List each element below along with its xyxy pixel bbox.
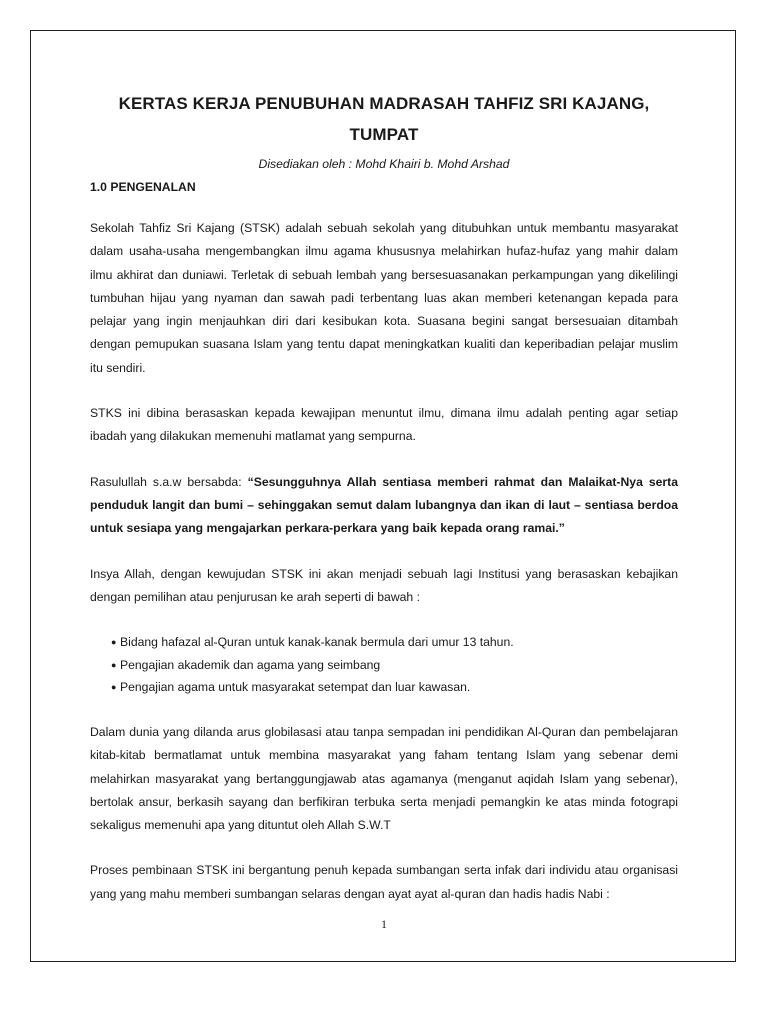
document-title-line-1: KERTAS KERJA PENUBUHAN MADRASAH TAHFIZ SRI KAJANG, bbox=[118, 94, 650, 113]
document-title bbox=[90, 88, 678, 150]
list-item bbox=[90, 676, 678, 699]
paragraph-4: Insya Allah, dengan kewujudan STSK ini akan menjadi sebuah lagi Institusi yang berasaskan kebajikan dengan pemilihan atau penjurusan ke arah seperti di bawah : bbox=[90, 566, 678, 604]
list-item-text: Pengajian agama untuk masyarakat setempat dan luar kawasan. bbox=[120, 680, 471, 695]
bullet-list bbox=[90, 631, 678, 699]
paragraph-5: Dalam dunia yang dilanda arus globilasasi atau tanpa sempadan ini pendidikan Al-Quran dan pembelajaran kitab-kitab bermatlamat untuk membina masyarakat yang faham tentang Islam yang sebenar demi melahirkan masyarakat yang bertanggungjawab atas agamanya (menganut aqidah Islam yang sebenar), bertolak ansur, berkasih sayang dan berfikiran terbuka serta menjadi pemangkin ke atas minda fotograpi sekaligus memenuhi apa yang dituntut oleh Allah S.W.T bbox=[90, 724, 678, 833]
paragraph-2: STKS ini dibina berasaskan kepada kewajipan menuntut ilmu, dimana ilmu adalah penting agar setiap ibadah yang dilakukan memenuhi matlamat yang sempurna. bbox=[90, 406, 678, 444]
list-item-text: Bidang hafazal al-Quran untuk kanak-kanak bermula dari umur 13 tahun. bbox=[120, 635, 514, 650]
paragraph-6: Proses pembinaan STSK ini bergantung penuh kepada sumbangan serta infak dari individu atau organisasi yang yang mahu memberi sumbangan selaras dengan ayat ayat al-quran dan hadis hadis Nabi : bbox=[90, 863, 678, 901]
bullet-icon: ● bbox=[111, 659, 117, 670]
section-heading: 1.0 PENGENALAN bbox=[90, 180, 196, 194]
list-item bbox=[90, 631, 678, 654]
hadith-quote: “Sesungguhnya Allah sentiasa memberi rahmat dan Malaikat-Nya serta penduduk langit dan bumi – sehinggakan semut dalam lubangnya dan ikan di laut – sentiasa berdoa untuk sesiapa yang mengajarkan perkara-perkara yang baik kepada orang ramai.” bbox=[90, 474, 678, 536]
author-line: Disediakan oleh : Mohd Khairi b. Mohd Arshad bbox=[258, 157, 510, 171]
paragraph-3 bbox=[90, 471, 678, 541]
page-number: 1 bbox=[381, 917, 387, 931]
bullet-icon: ● bbox=[111, 682, 117, 693]
paragraph-1: Sekolah Tahfiz Sri Kajang (STSK) adalah sebuah sekolah yang ditubuhkan untuk membantu masyarakat dalam usaha-usaha mengembangkan ilmu agama khususnya melahirkan hufaz-hufaz yang mahir dalam ilmu akhirat dan duniawi. Terletak di sebuah lembah yang bersesuasanakan perkampungan yang dikelilingi tumbuhan hijau yang nyaman dan sawah padi terbentang luas akan memberi ketenangan kepada para pelajar yang ingin menjauhkan diri dari kesibukan kota. Suasana begini sangat bersesuaian ditambah dengan pemupukan suasana Islam yang tentu dapat meningkatkan kualiti dan keperibadian pelajar muslim itu sendiri. bbox=[90, 221, 678, 375]
document-body bbox=[90, 88, 678, 906]
list-item bbox=[90, 654, 678, 677]
list-item-text: Pengajian akademik dan agama yang seimbang bbox=[120, 657, 381, 672]
bullet-icon: ● bbox=[111, 637, 117, 648]
document-title-line-2: TUMPAT bbox=[349, 125, 419, 144]
paragraph-3-intro: Rasulullah s.a.w bersabda: bbox=[90, 474, 248, 489]
